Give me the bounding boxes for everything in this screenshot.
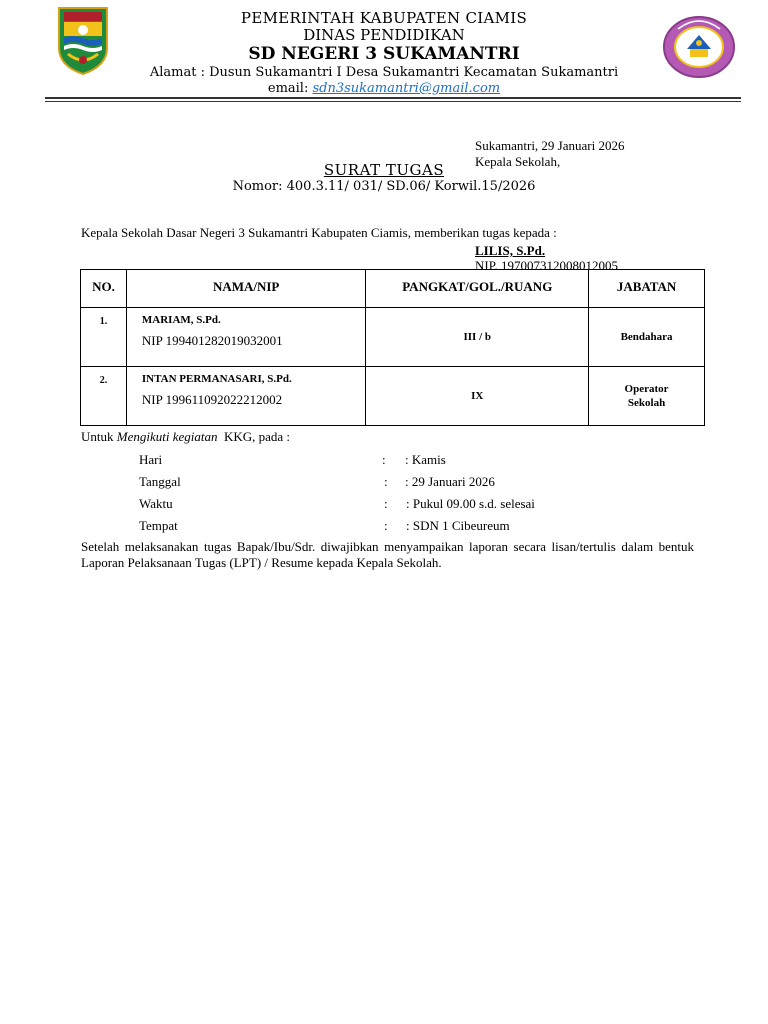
row-no: 1. bbox=[81, 308, 127, 367]
table-header-row bbox=[81, 270, 705, 308]
detail-colon: : bbox=[382, 452, 386, 467]
row-nama bbox=[126, 308, 366, 367]
signer-name: LILIS, S.Pd. bbox=[475, 243, 546, 258]
detail-label-waktu: Waktu bbox=[139, 496, 173, 511]
school-name: SD NEGERI 3 SUKAMANTRI bbox=[248, 44, 520, 64]
detail-colon: : bbox=[384, 474, 388, 489]
purpose-prefix: Untuk bbox=[81, 429, 117, 444]
header-no: NO. bbox=[81, 270, 127, 308]
intro-text: Kepala Sekolah Dasar Negeri 3 Sukamantri Kabupaten Ciamis, memberikan tugas kepada : bbox=[81, 225, 557, 240]
department-name: DINAS PENDIDIKAN bbox=[303, 26, 465, 44]
signer-nip: NIP. 197007312008012005 bbox=[475, 259, 619, 269]
detail-value-waktu: : Pukul 09.00 s.d. selesai bbox=[406, 496, 535, 511]
email-line bbox=[0, 82, 768, 95]
detail-colon: : bbox=[384, 518, 388, 533]
header-rule-thin bbox=[45, 101, 741, 102]
row-no: 2. bbox=[81, 367, 127, 426]
row-name: MARIAM, S.Pd. bbox=[141, 314, 221, 326]
closing-paragraph: Setelah melaksanakan tugas Bapak/Ibu/Sdr. diwajibkan menyampaikan laporan secara lisan/tertulis dalam bentuk Laporan Pelaksanaan Tugas (LPT) / Resume kepada Kepala Sekolah. bbox=[81, 539, 694, 570]
row-nip: NIP 199401282019032001 bbox=[141, 333, 283, 348]
place-date: Sukamantri, 29 Januari 2026 bbox=[475, 138, 625, 153]
government-name: PEMERINTAH KABUPATEN CIAMIS bbox=[240, 9, 528, 27]
row-name: INTAN PERMANASARI, S.Pd. bbox=[141, 373, 292, 385]
detail-value-hari: : Kamis bbox=[405, 452, 446, 467]
email-link[interactable]: sdn3sukamantri@gmail.com bbox=[312, 81, 501, 96]
purpose-line bbox=[81, 430, 290, 443]
row-jabatan: Operator Sekolah bbox=[589, 367, 705, 426]
detail-value-tempat: : SDN 1 Cibeureum bbox=[406, 518, 510, 533]
letter-title: SURAT TUGAS bbox=[323, 161, 445, 179]
letter-number: Nomor: 400.3.11/ 031/ SD.06/ Korwil.15/2026 bbox=[232, 179, 536, 194]
header-jabatan: JABATAN bbox=[589, 270, 705, 308]
row-nama bbox=[126, 367, 366, 426]
header-rule-thick bbox=[45, 97, 741, 99]
detail-value-tanggal: : 29 Januari 2026 bbox=[405, 474, 495, 489]
detail-label-hari: Hari bbox=[139, 452, 163, 467]
row-pangkat: IX bbox=[366, 367, 589, 426]
purpose-suffix: KKG, pada : bbox=[217, 429, 291, 444]
header-nama: NAMA/NIP bbox=[126, 270, 366, 308]
detail-label-tempat: Tempat bbox=[139, 518, 178, 533]
purpose-italic: Mengikuti kegiatan bbox=[116, 429, 218, 444]
row-jabatan: Bendahara bbox=[589, 308, 705, 367]
row-nip: NIP 199611092022212002 bbox=[141, 392, 283, 407]
letter-title-wrap bbox=[0, 163, 768, 179]
email-label: email: bbox=[267, 81, 313, 96]
table-row bbox=[81, 367, 705, 426]
header-pangkat: PANGKAT/GOL./RUANG bbox=[366, 270, 589, 308]
detail-label-tanggal: Tanggal bbox=[139, 474, 181, 489]
assignment-table bbox=[80, 269, 705, 426]
table-row bbox=[81, 308, 705, 367]
school-address: Alamat : Dusun Sukamantri I Desa Sukamantri Kecamatan Sukamantri bbox=[149, 65, 619, 80]
signer-role: Kepala Sekolah, bbox=[475, 154, 561, 169]
detail-colon: : bbox=[384, 496, 388, 511]
row-pangkat: III / b bbox=[366, 308, 589, 367]
